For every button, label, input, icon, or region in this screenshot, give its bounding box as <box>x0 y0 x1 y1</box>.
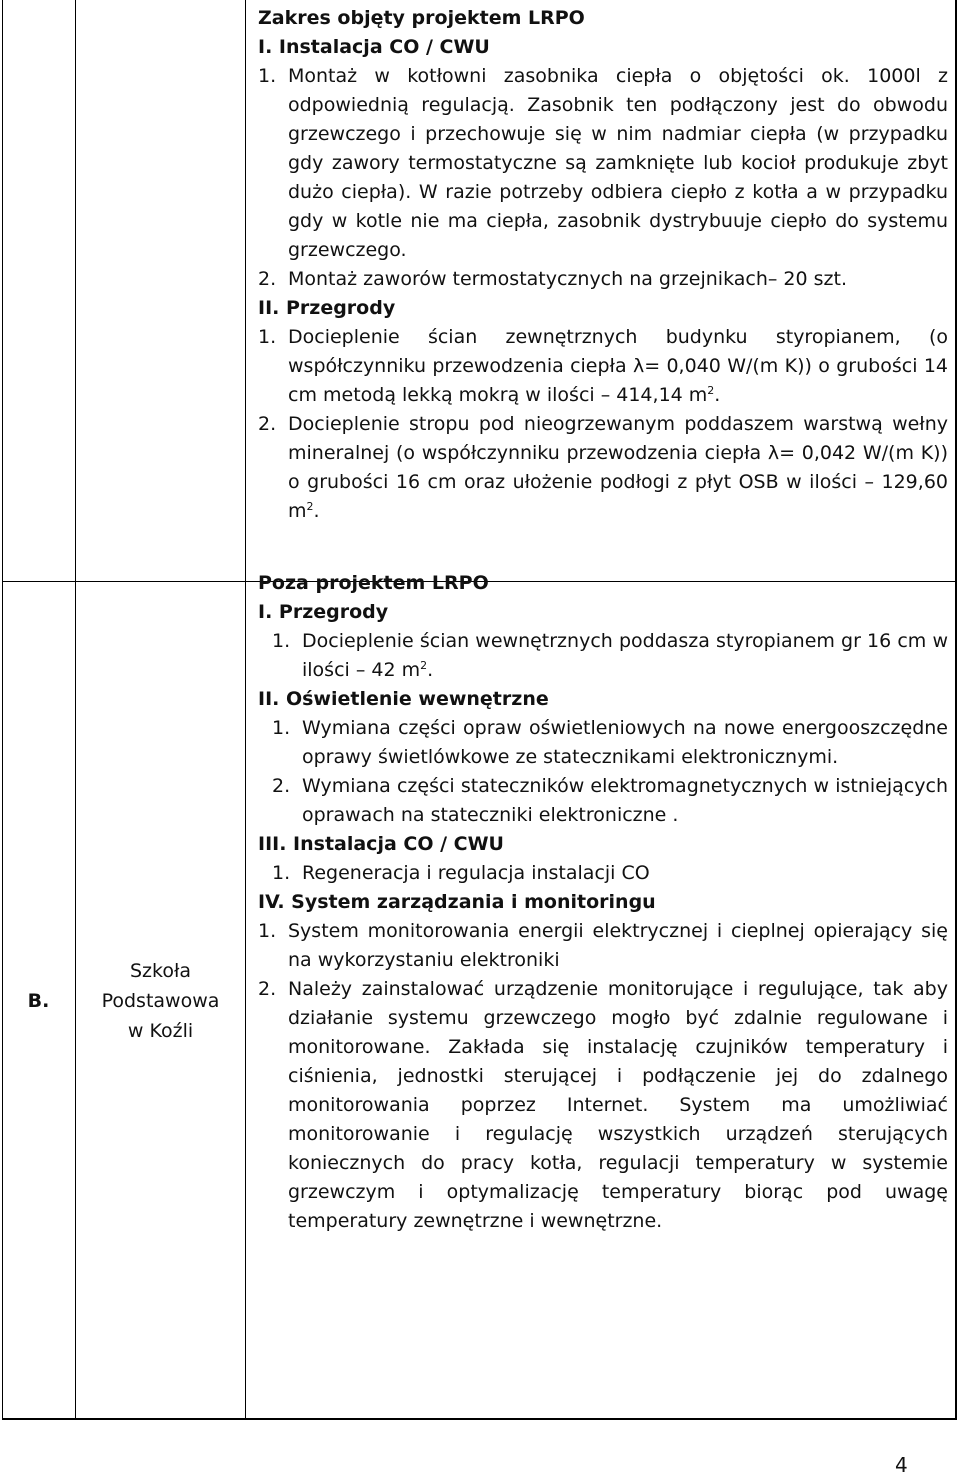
item-number: 1. <box>272 717 291 739</box>
item-text <box>288 323 948 410</box>
list-item <box>258 772 948 830</box>
group-heading-b1: I. Przegrody <box>258 601 389 623</box>
school-name-cell <box>76 582 245 1420</box>
item-text <box>302 627 948 685</box>
item-number: 2. <box>272 775 291 797</box>
group-heading-b3: III. Instalacja CO / CWU <box>258 833 504 855</box>
list-item <box>258 62 948 265</box>
item-text-body: Docieplenie ścian wewnętrznych poddasza styropianem gr 16 cm w ilości – 42 m <box>302 630 948 681</box>
list-item <box>258 410 948 526</box>
section-title-outside-lrpo: Poza projektem LRPO <box>258 572 489 594</box>
item-number: 1. <box>258 326 277 348</box>
item-text: Wymiana części opraw oświetleniowych na nowe energooszczędne oprawy świetlówkowe ze statecznikami elektronicznymi. <box>302 717 948 768</box>
item-number: 1. <box>272 862 291 884</box>
school-name-line-2: Podstawowa <box>101 990 220 1012</box>
list-item <box>258 975 948 1236</box>
list-item <box>258 859 948 888</box>
item-number: 2. <box>258 413 277 435</box>
item-text: Wymiana części stateczników elektromagnetycznych w istniejących oprawach na stateczniki elektroniczne . <box>302 775 948 826</box>
item-number: 1. <box>258 65 277 87</box>
superscript: 2 <box>420 659 428 672</box>
row-spacer <box>258 526 948 569</box>
item-text: Regeneracja i regulacja instalacji CO <box>302 862 650 884</box>
group-heading-b4: IV. System zarządzania i monitoringu <box>258 891 656 913</box>
school-name-line-1: Szkoła <box>129 960 192 982</box>
item-number: 2. <box>258 978 277 1000</box>
item-number: 2. <box>258 268 277 290</box>
item-number: 1. <box>258 920 277 942</box>
group-heading-a2: II. Przegrody <box>258 297 396 319</box>
group-heading-a1: I. Instalacja CO / CWU <box>258 36 490 58</box>
page-number: 4 <box>895 1453 908 1477</box>
item-text-body: Docieplenie ścian zewnętrznych budynku styropianem, (o współczynniku przewodzenia ciepła λ= 0,040 W/(m K)) o grubości 14 cm metodą lekką mokrą w ilości – 414,14 m <box>288 326 948 406</box>
item-text: Montaż w kotłowni zasobnika ciepła o objętości ok. 1000l z odpowiednią regulacją. Zasobnik ten podłączony jest do obwodu grzewczego i przechowuje się w nim nadmiar ciepła (w przypadku gdy zawory termostatyczne są zamknięte lub kocioł produkuje zbyt dużo ciepła). W razie potrzeby odbiera ciepło z kotła a w przypadku gdy w kotle nie ma ciepła, zasobnik dystrybuuje ciepło do systemu grzewczego. <box>288 65 948 261</box>
list-item <box>258 627 948 685</box>
row-label-b-text: B. <box>27 990 50 1012</box>
superscript: 2 <box>306 500 314 513</box>
item-text-tail: . <box>313 500 320 522</box>
row-label-b <box>2 582 75 1420</box>
item-text-tail: . <box>714 384 721 406</box>
scope-content <box>258 4 948 1236</box>
item-number: 1. <box>272 630 291 652</box>
item-text-body: Docieplenie stropu pod nieogrzewanym poddaszem warstwą wełny mineralnej (o współczynniku przewodzenia ciepła λ= 0,042 W/(m K)) o grubości 16 cm oraz ułożenie podłogi z płyt OSB w ilości – 129,60 m <box>288 413 948 522</box>
list-item <box>258 714 948 772</box>
list-item <box>258 265 948 294</box>
school-name-line-3: w Koźli <box>127 1020 194 1042</box>
group-heading-b2: II. Oświetlenie wewnętrzne <box>258 688 549 710</box>
table-column-divider-2 <box>245 0 246 1420</box>
item-text: Należy zainstalować urządzenie monitorujące i regulujące, tak aby działanie systemu grzewczego mogło być zdalnie regulowane i monitorowane. Zakłada się instalację czujników temperatury i ciśnienia, jednostki sterującej i podłączenie jej do zdalnego monitorowania poprzez Internet. System ma umożliwiać monitorowanie i regulację wszystkich urządzeń sterujących koniecznych do pracy kotła, regulacji temperatury w systemie grzewczym i optymalizację temperatury biorąc pod uwagę temperatury zewnętrzne i wewnętrzne. <box>288 978 948 1232</box>
section-title-lrpo: Zakres objęty projektem LRPO <box>258 7 585 29</box>
superscript: 2 <box>707 384 715 397</box>
item-text <box>288 410 948 526</box>
item-text: Montaż zaworów termostatycznych na grzejnikach– 20 szt. <box>288 268 847 290</box>
item-text-tail: . <box>427 659 434 681</box>
item-text: System monitorowania energii elektrycznej i cieplnej opierający się na wykorzystaniu elektroniki <box>288 920 948 971</box>
list-item <box>258 323 948 410</box>
list-item <box>258 917 948 975</box>
